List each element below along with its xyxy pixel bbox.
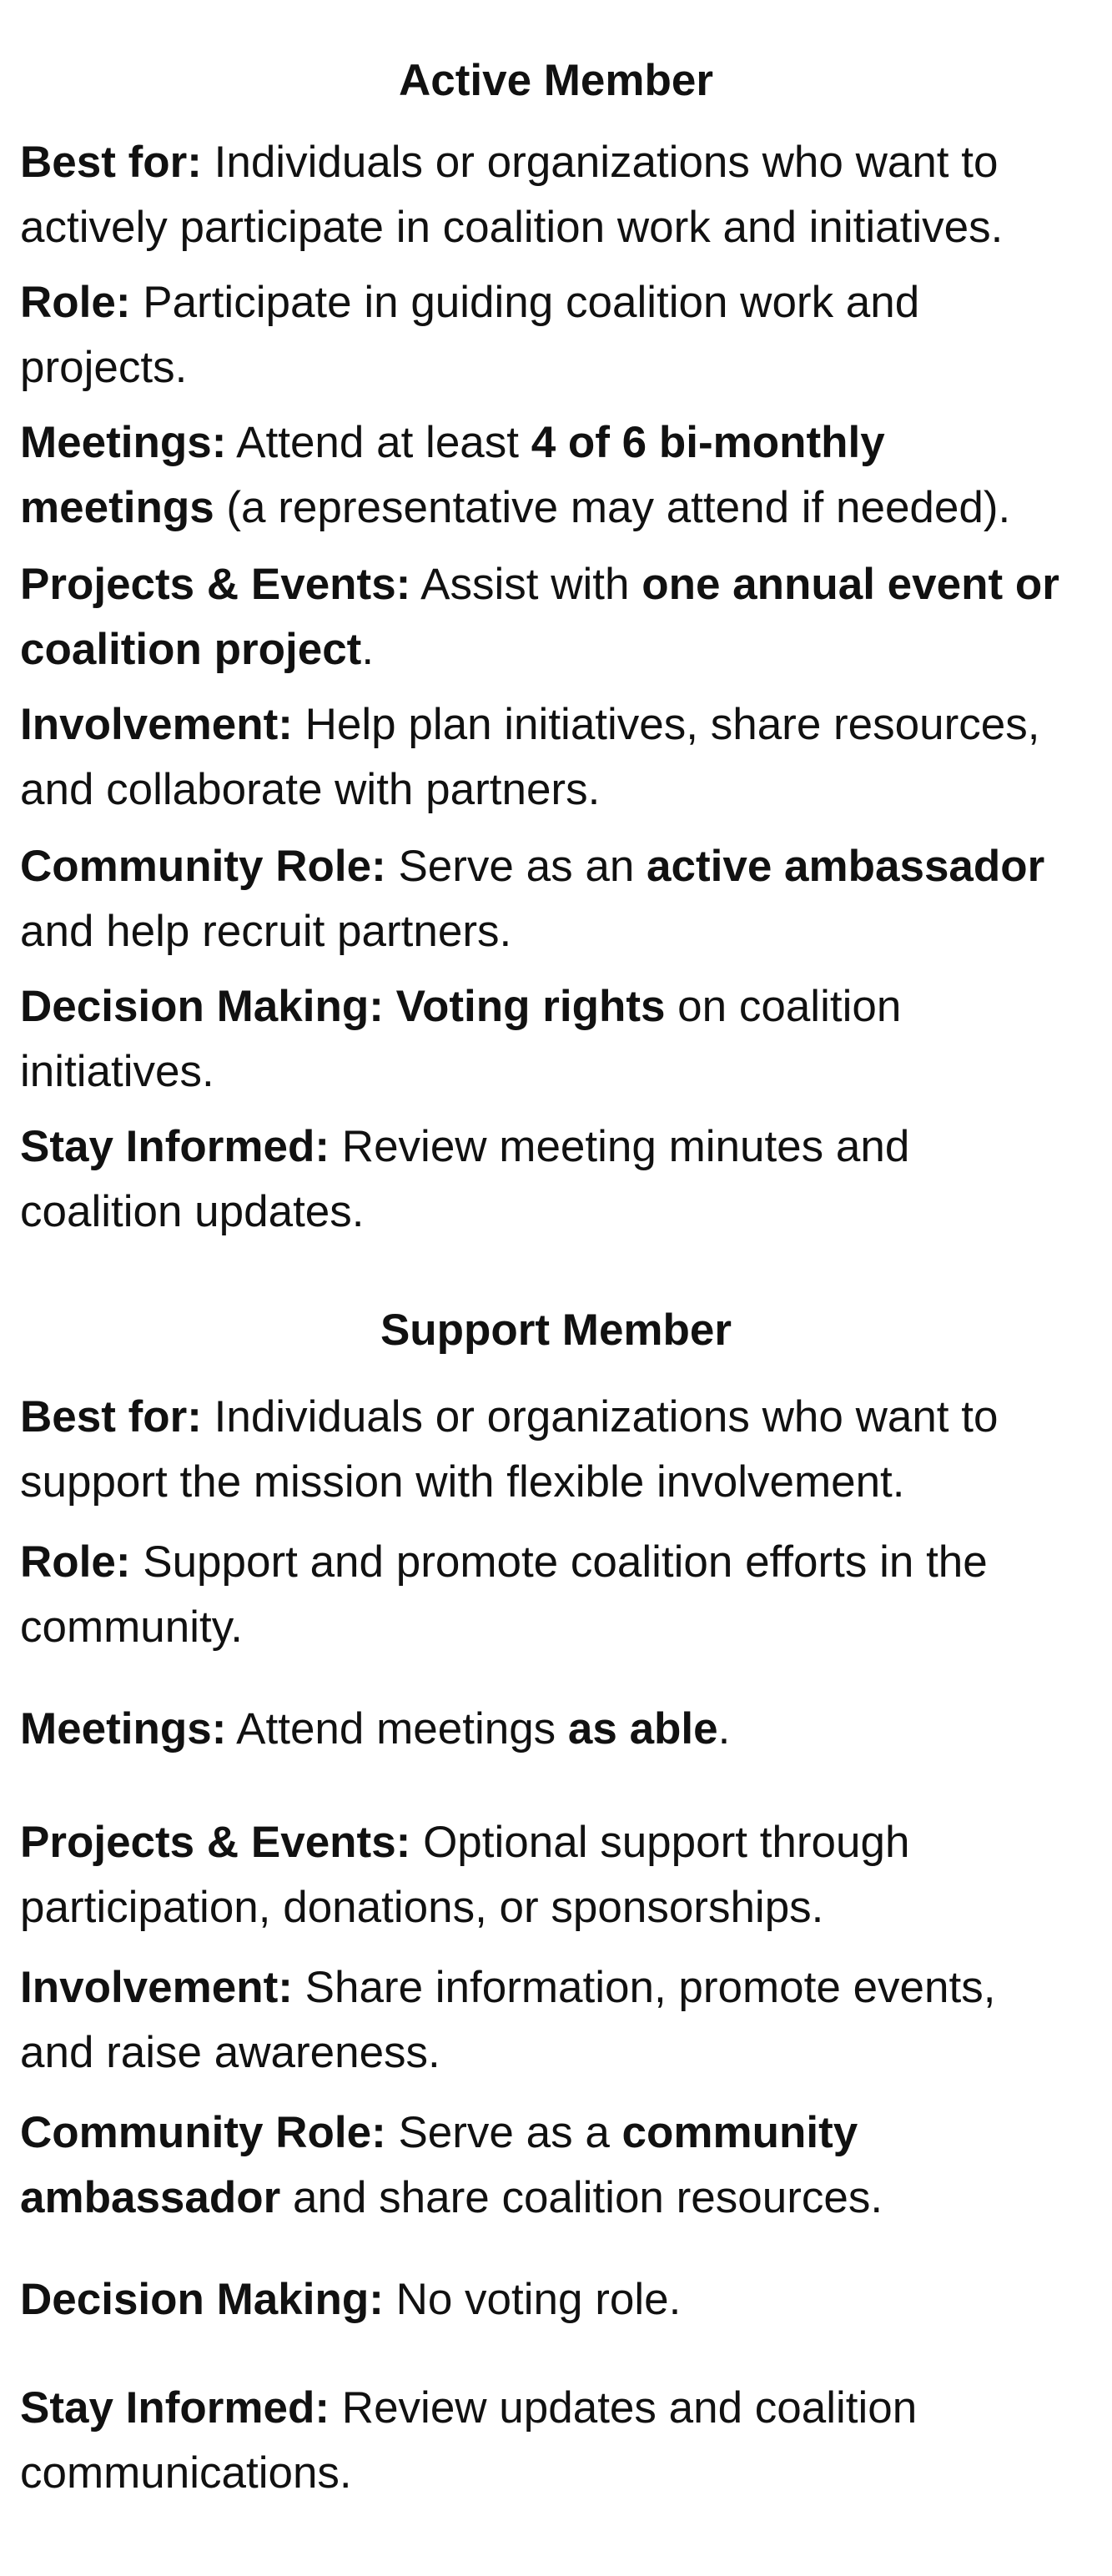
support-stay-informed: Stay Informed: Review updates and coalition communications. (20, 2383, 918, 2498)
support-involvement-label: Involvement: (20, 1963, 293, 2012)
active-involvement: Involvement: Help plan initiatives, share resources, and collaborate with partners. (20, 700, 1040, 814)
support-decision-making: Decision Making: No voting role. (20, 2275, 682, 2324)
active-stay-informed: Stay Informed: Review meeting minutes and coalition updates. (20, 1122, 910, 1236)
active-best-for-label: Best for: (20, 138, 202, 187)
active-involvement-label: Involvement: (20, 700, 293, 749)
active-meetings-label: Meetings: (20, 418, 227, 467)
support-community-role: Community Role: Serve as a community ambassador and share coalition resources. (20, 2108, 883, 2222)
active-projects-label: Projects & Events: (20, 560, 411, 609)
support-meetings: Meetings: Attend meetings as able. (20, 1704, 731, 1753)
active-meetings: Meetings: Attend at least 4 of 6 bi-monthly meetings (a representative may attend if needed). (20, 418, 1011, 532)
active-community-label: Community Role: (20, 842, 386, 891)
active-member-title: Active Member (398, 56, 714, 105)
support-projects-label: Projects & Events: (20, 1818, 411, 1867)
active-decision-making: Decision Making: Voting rights on coalition initiatives. (20, 982, 902, 1096)
support-informed-label: Stay Informed: (20, 2383, 330, 2433)
support-involvement: Involvement: Share information, promote events, and raise awareness. (20, 1963, 996, 2077)
support-community-label: Community Role: (20, 2108, 386, 2157)
active-decision-label: Decision Making: (20, 982, 384, 1031)
support-role-label: Role: (20, 1537, 131, 1587)
support-best-for-label: Best for: (20, 1392, 202, 1441)
support-meetings-label: Meetings: (20, 1704, 227, 1753)
support-decision-label: Decision Making: (20, 2275, 384, 2324)
support-projects-events: Projects & Events: Optional support through participation, donations, or sponsorships. (20, 1818, 910, 1932)
active-role: Role: Participate in guiding coalition work and projects. (20, 278, 920, 392)
active-projects-events: Projects & Events: Assist with one annual event or coalition project. (20, 560, 1059, 674)
active-best-for: Best for: Individuals or organizations who want to actively participate in coalition work and initiatives. (20, 138, 1004, 252)
support-best-for: Best for: Individuals or organizations who want to support the mission with flexible involvement. (20, 1392, 999, 1507)
support-role: Role: Support and promote coalition efforts in the community. (20, 1537, 988, 1652)
active-informed-label: Stay Informed: (20, 1122, 330, 1171)
support-member-title: Support Member (380, 1306, 732, 1355)
active-role-label: Role: (20, 278, 131, 327)
active-community-role: Community Role: Serve as an active ambassador and help recruit partners. (20, 842, 1045, 956)
